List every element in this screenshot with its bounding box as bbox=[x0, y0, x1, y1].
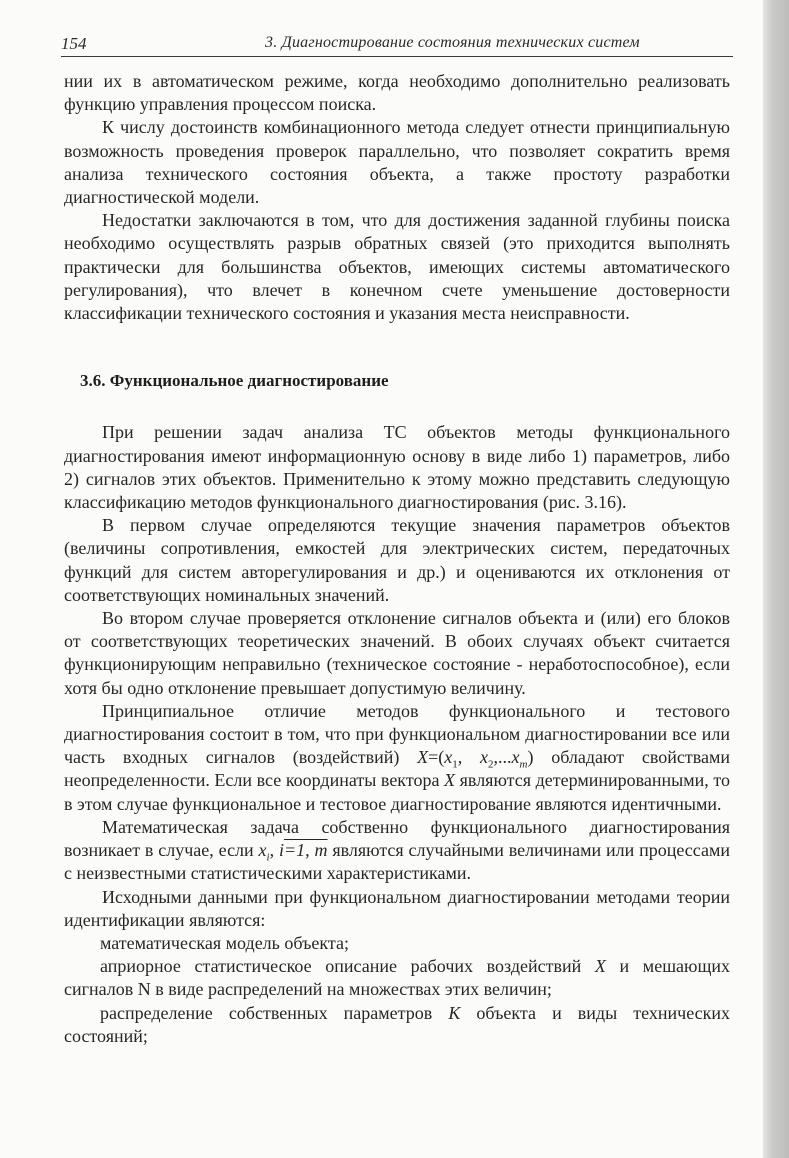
paragraph-first-case: В первом случае определяются текущие значения параметров объектов (величины сопротивления, емкостей для электрических систем, передаточных функций для систем авторегулирования и др.) и оцениваются их отклонения от соответствующих номинальных значений. bbox=[64, 515, 730, 605]
list-item bbox=[64, 1002, 730, 1048]
paragraph-continued: нии их в автоматическом режиме, когда необходимо дополнительно реализовать функцию управления процессом поиска. bbox=[64, 71, 730, 115]
formula-subscript: i bbox=[266, 851, 270, 864]
formula-symbol: x bbox=[511, 747, 520, 768]
formula-symbol: =( bbox=[428, 747, 445, 768]
paragraph-drawbacks: Недостатки заключаются в том, что для достижения заданной глубины поиска необходимо осуществлять разрыв обратных связей (это приходится выполнять практически для большинства объектов, имеющих системы автоматического регулирования), что влечет в конечном счете уменьшение достоверности классификации технического состояния и указания места неисправности. bbox=[64, 210, 730, 324]
formula-symbol: x bbox=[444, 747, 453, 768]
page-number: 154 bbox=[61, 34, 87, 53]
paragraph-intro: При решении задач анализа ТС объектов методы функционального диагностирования имеют информационную основу в виде либо 1) параметров, либо 2) сигналов этих объектов. Применительно к этому можно представить следующую классификацию методов функционального диагностирования (рис. 3.16). bbox=[64, 422, 730, 513]
formula-subscript: 2 bbox=[488, 758, 494, 771]
formula-symbol: ) bbox=[527, 747, 534, 768]
formula-symbol: ,... bbox=[493, 747, 512, 768]
paragraph-initial-data: Исходными данными при функциональном диагностировании методами теории идентификации являются: bbox=[64, 886, 730, 930]
scan-shadow-edge bbox=[763, 0, 789, 1158]
formula-symbol: , bbox=[457, 747, 480, 768]
formula-symbol: x bbox=[480, 747, 488, 768]
formula-symbol: , bbox=[269, 840, 279, 861]
list-item bbox=[64, 955, 730, 1001]
formula-symbol: x bbox=[258, 840, 267, 861]
paragraph-difference bbox=[64, 700, 730, 816]
formula-subscript: m bbox=[519, 758, 528, 771]
body-text bbox=[64, 70, 730, 1048]
text-fragment: являются детерминированными, то в этом случае функциональное и тестовое диагностирование являются идентичными. bbox=[64, 770, 731, 814]
text-fragment: распределение собственных параметров bbox=[100, 1002, 449, 1023]
text-fragment: обладают свойствами неопределенности. Если все координаты вектора bbox=[64, 747, 730, 791]
section-heading: 3.6. Функциональное диагностирование bbox=[80, 371, 389, 391]
list-item: математическая модель объекта; bbox=[100, 932, 349, 953]
paragraph-second-case: Во втором случае проверяется отклонение сигналов объекта и (или) его блоков от соответствующих теоретических значений. В обоих случаях объект считается функционирующим неправильно (техническое состояние - неработоспособное), если хотя бы одно отклонение превышает допустимую величину. bbox=[64, 608, 730, 698]
paragraph-math-task bbox=[64, 816, 730, 886]
text-fragment: и мешающих сигналов N в виде распределений на множествах этих величин; bbox=[64, 956, 730, 1000]
formula-subscript: 1 bbox=[452, 758, 458, 771]
formula-range: =1, m bbox=[283, 840, 328, 861]
text-fragment: априорное статистическое описание рабочих воздействий bbox=[100, 956, 595, 977]
formula-symbol: i bbox=[278, 840, 284, 861]
formula-symbol: K bbox=[448, 1002, 461, 1023]
running-header bbox=[61, 30, 733, 57]
text-fragment: объекта и виды технических состояний; bbox=[64, 1002, 730, 1046]
formula-symbol: X bbox=[594, 956, 606, 977]
text-fragment: Принципиальное отличие методов функционального и тестового диагностирования состоит в том, что при функциональном диагностировании все или часть входных сигналов (воздействий) bbox=[64, 700, 730, 768]
text-fragment: Математическая задача собственно функционального диагностирования возникает в случае, если bbox=[64, 816, 730, 861]
text-fragment: являются случайными величинами или процессами с неизвестными статистическими характеристиками. bbox=[64, 840, 730, 884]
paragraph-advantages: К числу достоинств комбинационного метода следует отнести принципиальную возможность проведения проверок параллельно, что позволяет сократить время анализа технического состояния объекта, а также простоту разработки диагностической модели. bbox=[64, 117, 730, 208]
formula-symbol: X bbox=[444, 770, 456, 791]
formula-symbol: X bbox=[417, 747, 429, 768]
chapter-title: 3. Диагностирование состояния технических систем bbox=[265, 34, 640, 51]
